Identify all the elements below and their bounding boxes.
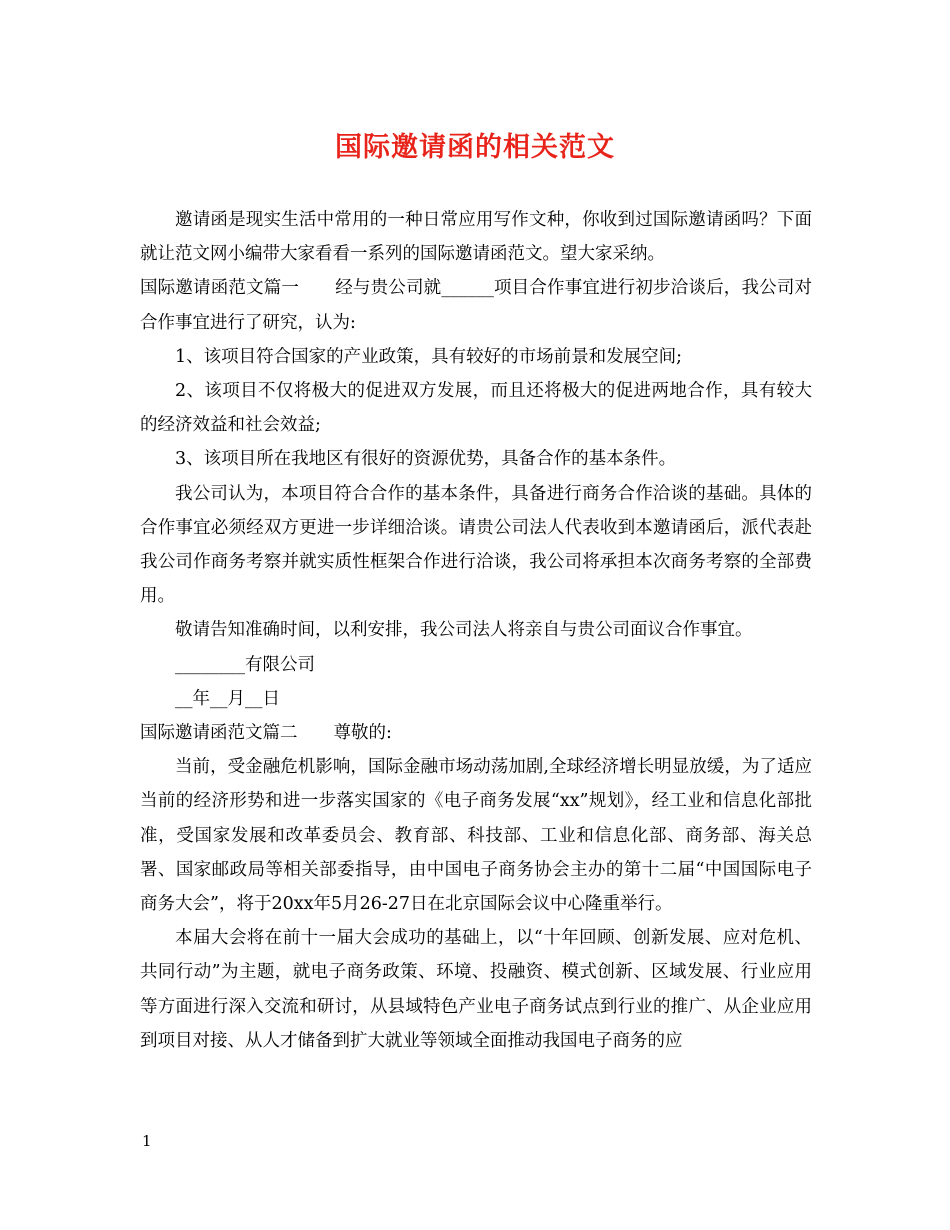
sample1-point-2: 2、该项目不仅将极大的促进双方发展，而且还将极大的促进两地合作，具有较大的经济效益和社会效益; [140, 381, 812, 436]
sample2-paragraph-1: 当前，受金融危机影响，国际金融市场动荡加剧,全球经济增长明显放缓，为了适应当前的经济形势和进一步落实国家的《电子商务发展“xx”规划》，经工业和信息化部批准，受国家发展和改革委员会、教育部、科技部、工业和信息化部、商务部、海关总署、国家邮政局等相关部委指导，由中国电子商务协会主办的第十二届“中国国际电子商务大会”，将于20xx年5月26-27日在北京国际会议中心隆重举行。 [140, 757, 812, 915]
page-number: 1 [142, 1132, 152, 1150]
sample2-paragraph-2: 本届大会将在前十一届大会成功的基础上，以“十年回顾、创新发展、应对危机、共同行动”为主题，就电子商务政策、环境、投融资、模式创新、区域发展、行业应用等方面进行深入交流和研讨，从县域特色产业电子商务试点到行业的推广、从企业应用到项目对接、从人才储备到扩大就业等领域全面推动我国电子商务的应 [140, 928, 812, 1051]
sample1-point-1: 1、该项目符合国家的产业政策，具有较好的市场前景和发展空间; [175, 346, 683, 367]
sample1-opening: 经与贵公司就______项目合作事宜进行初步洽谈后，我公司对合作事宜进行了研究，认为: [140, 278, 813, 333]
sample1-date: __年__月__日 [175, 688, 280, 709]
document-body [140, 203, 812, 1058]
sample2-heading: 国际邀请函范文篇二 [140, 723, 298, 744]
sample1-conclusion: 我公司认为，本项目符合合作的基本条件，具备进行商务合作洽谈的基础。具体的合作事宜必须经双方更进一步详细洽谈。请贵公司法人代表收到本邀请函后，派代表赴我公司作商务考察并就实质性框架合作进行洽谈，我公司将承担本次商务考察的全部费用。 [140, 483, 812, 607]
document-title: 国际邀请函的相关范文 [335, 132, 615, 163]
sample1-opening-paragraph [140, 271, 812, 339]
sample1-request: 敬请告知准确时间，以利安排，我公司法人将亲自与贵公司面议合作事宜。 [175, 620, 753, 641]
sample2-opening-paragraph [140, 716, 812, 750]
intro-paragraph: 邀请函是现实生活中常用的一种日常应用写作文种，你收到过国际邀请函吗？下面就让范文网小编带大家看看一系列的国际邀请函范文。望大家采纳。 [140, 210, 812, 265]
sample1-heading: 国际邀请函范文篇一 [140, 278, 300, 299]
sample1-point-3: 3、该项目所在我地区有很好的资源优势，具备合作的基本条件。 [175, 449, 677, 470]
sample2-salutation: 尊敬的: [333, 723, 392, 744]
sample1-signature: ________有限公司 [175, 654, 315, 675]
